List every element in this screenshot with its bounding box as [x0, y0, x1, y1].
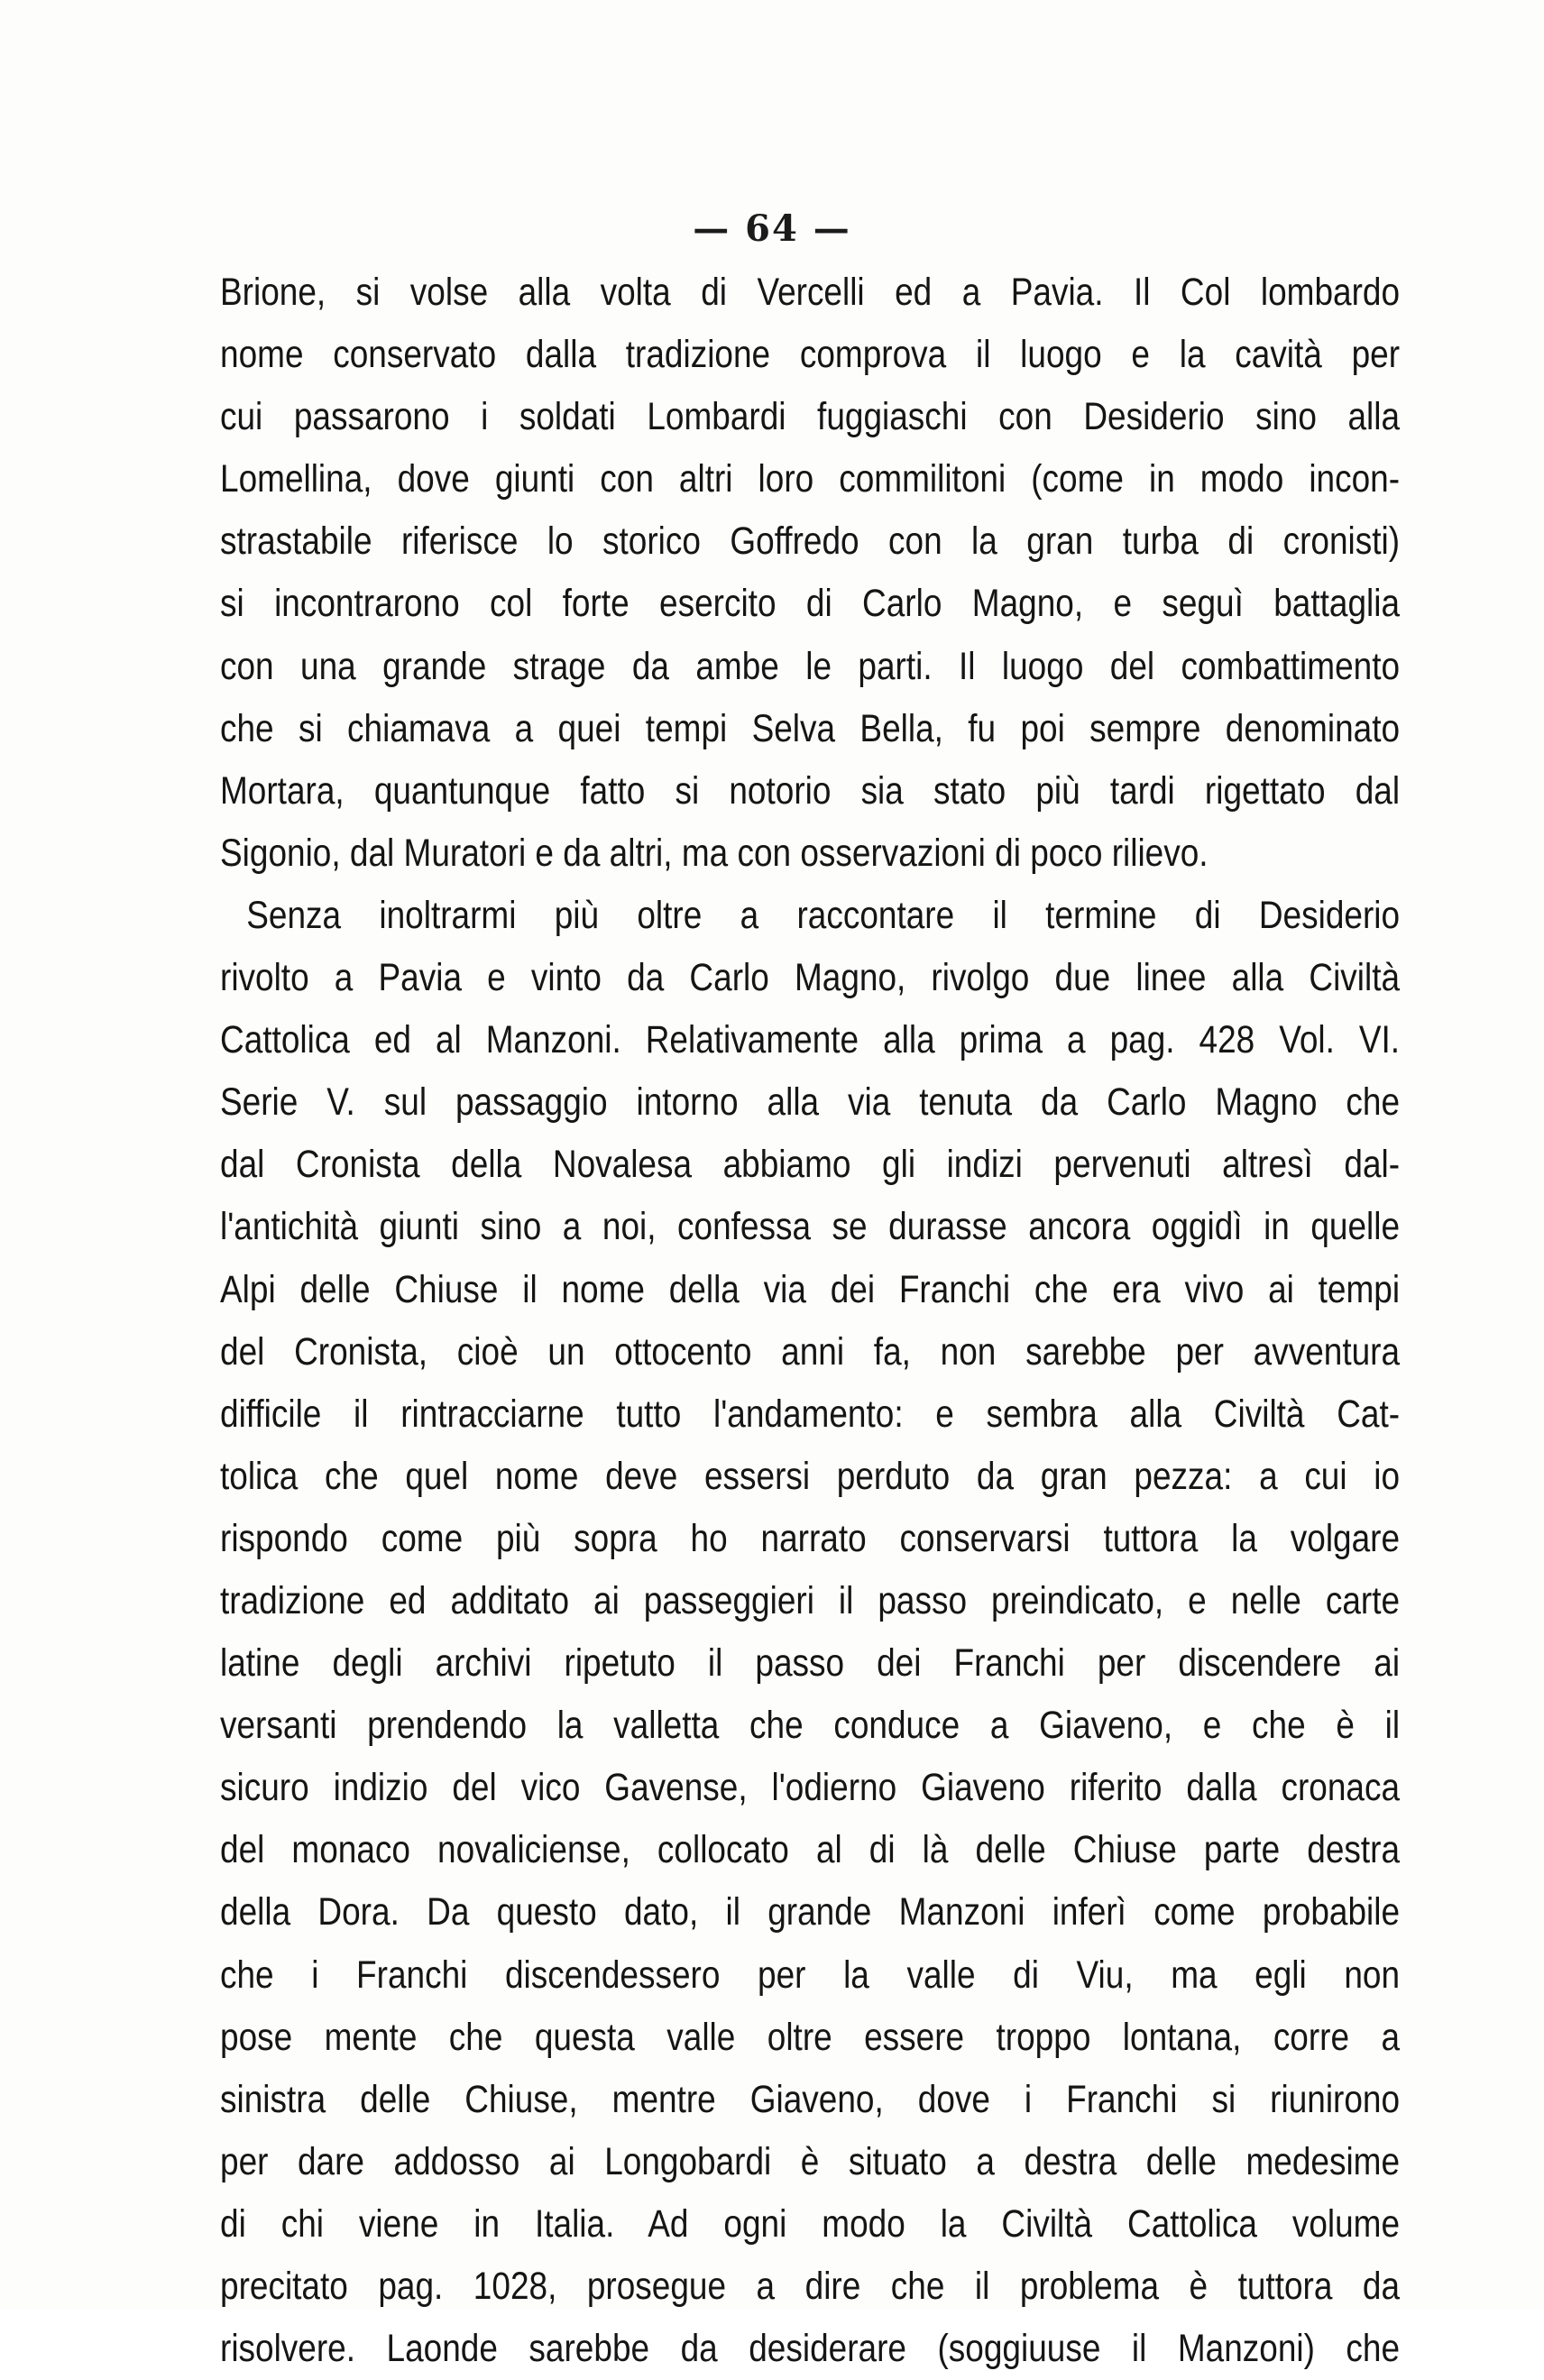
- text-line: pose mente che questa valle oltre essere troppo lontana, corre a: [220, 2015, 1401, 2059]
- text-line: Serie V. sul passaggio intorno alla via tenuta da Carlo Magno che: [220, 1080, 1401, 1125]
- text-line: con una grande strage da ambe le parti. Il luogo del combattimento: [220, 644, 1401, 688]
- text-line: strastabile riferisce lo storico Goffredo con la gran turba di cronisti): [220, 519, 1401, 564]
- text-line: difficile il rintracciarne tutto l'andamento: e sembra alla Civiltà Cat-: [220, 1392, 1401, 1436]
- text-line: Sigonio, dal Muratori e da altri, ma con osservazioni di poco rilievo.: [220, 831, 1209, 875]
- text-line: latine degli archivi ripetuto il passo dei Franchi per discendere ai: [220, 1641, 1401, 1686]
- text-line: di chi viene in Italia. Ad ogni modo la Civiltà Cattolica volume: [220, 2201, 1401, 2246]
- text-line: Mortara, quantunque fatto si notorio sia stato più tardi rigettato dal: [220, 768, 1401, 813]
- text-line: sinistra delle Chiuse, mentre Giaveno, dove i Franchi si riunirono: [220, 2077, 1401, 2121]
- text-line: risolvere. Laonde sarebbe da desiderare (soggiuuse il Manzoni) che: [220, 2327, 1401, 2371]
- text-line: del Cronista, cioè un ottocento anni fa, non sarebbe per avventura: [220, 1329, 1401, 1374]
- text-line: rispondo come più sopra ho narrato conservarsi tuttora la volgare: [220, 1516, 1401, 1560]
- text-line: Lomellina, dove giunti con altri loro commilitoni (come in modo incon-: [220, 457, 1401, 501]
- text-line: l'antichità giunti sino a noi, confessa se durasse ancora oggidì in quelle: [220, 1205, 1401, 1249]
- text-line: precitato pag. 1028, prosegue a dire che il problema è tuttora da: [220, 2265, 1401, 2308]
- text-line: tradizione ed additato ai passeggieri il passo preindicato, e nelle carte: [220, 1578, 1401, 1622]
- text-line: Brione, si volse alla volta di Vercelli ed a Pavia. Il Col lombardo: [220, 271, 1401, 314]
- text-line: per dare addosso ai Longobardi è situato a destra delle medesime: [220, 2139, 1401, 2183]
- body-text: [220, 262, 1400, 2380]
- paragraph-start-line: Senza inoltrarmi più oltre a raccontare il termine di Desiderio: [246, 893, 1401, 937]
- text-line: versanti prendendo la valletta che conduce a Giaveno, e che è il: [220, 1704, 1401, 1748]
- text-line: Alpi delle Chiuse il nome della via dei Franchi che era vivo ai tempi: [220, 1267, 1401, 1311]
- text-line: che i Franchi discendessero per la valle di Viu, ma egli non: [220, 1953, 1401, 1997]
- text-line: Cattolica ed al Manzoni. Relativamente alla prima a pag. 428 Vol. VI.: [220, 1018, 1401, 1062]
- text-line: dal Cronista della Novalesa abbiamo gli indizi pervenuti altresì dal-: [220, 1143, 1401, 1187]
- text-line: del monaco novaliciense, collocato al di là delle Chiuse parte destra: [220, 1828, 1401, 1872]
- text-line: sicuro indizio del vico Gavense, l'odierno Giaveno riferito dalla cronaca: [220, 1766, 1401, 1810]
- text-line: tolica che quel nome deve essersi perduto da gran pezza: a cui io: [220, 1454, 1401, 1498]
- text-line: rivolto a Pavia e vinto da Carlo Magno, rivolgo due linee alla Civiltà: [220, 956, 1401, 1000]
- text-line: che si chiamava a quei tempi Selva Bella, fu poi sempre denominato: [220, 706, 1401, 750]
- text-line: nome conservato dalla tradizione comprova il luogo e la cavità per: [220, 333, 1401, 377]
- text-line: della Dora. Da questo dato, il grande Manzoni inferì come probabile: [220, 1890, 1401, 1934]
- text-line: cui passarono i soldati Lombardi fuggiaschi con Desiderio sino alla: [220, 395, 1401, 439]
- page-number: — 64 —: [693, 207, 851, 250]
- text-line: si incontrarono col forte esercito di Carlo Magno, e seguì battaglia: [220, 582, 1401, 626]
